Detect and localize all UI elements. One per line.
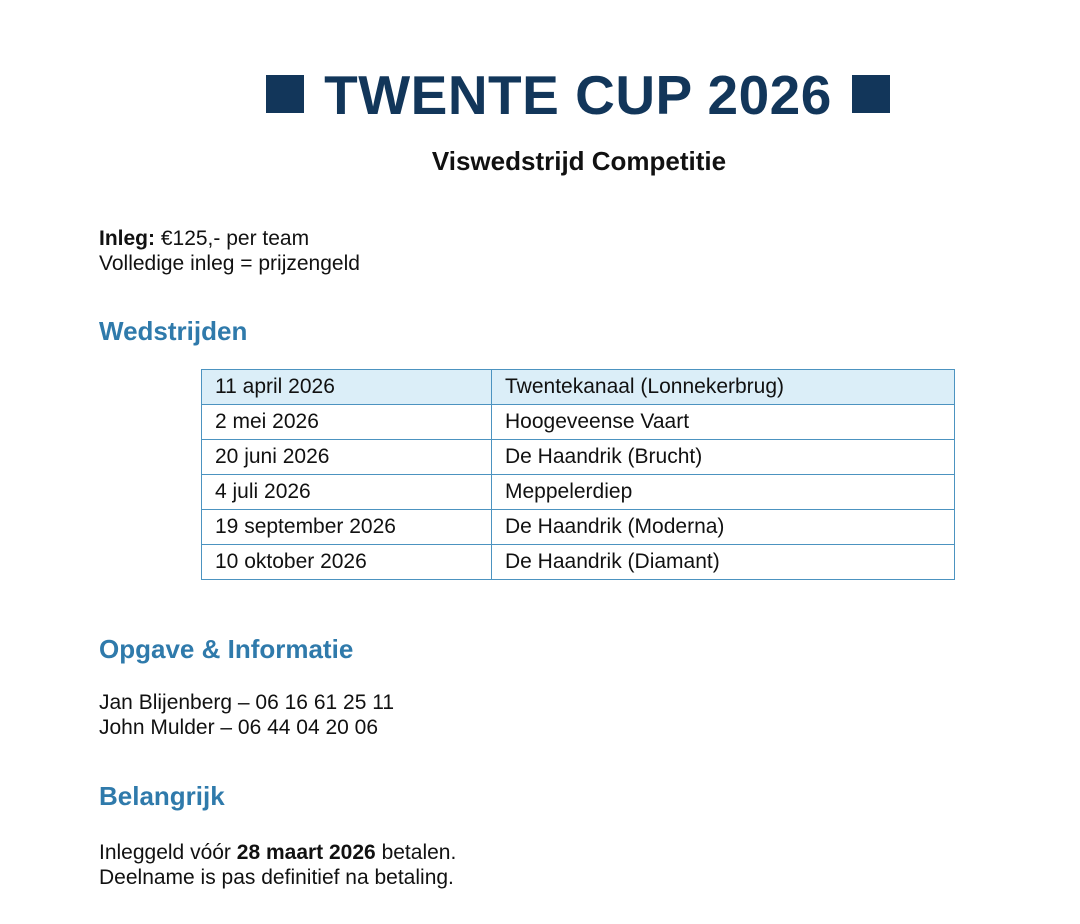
match-date: 10 oktober 2026	[202, 545, 492, 580]
participation-note: Deelname is pas definitief na betaling.	[99, 866, 454, 889]
table-row	[202, 545, 955, 580]
match-date: 11 april 2026	[202, 370, 492, 405]
wedstrijden-heading: Wedstrijden	[99, 316, 248, 346]
match-location: De Haandrik (Moderna)	[492, 510, 955, 545]
match-location: Hoogeveense Vaart	[492, 405, 955, 440]
inleg-line	[99, 226, 360, 251]
square-bullet-icon	[266, 75, 304, 113]
opgave-heading: Opgave & Informatie	[99, 634, 354, 664]
match-location: De Haandrik (Diamant)	[492, 545, 955, 580]
inleg-section	[99, 226, 360, 276]
table-row	[202, 440, 955, 475]
inleg-label: Inleg:	[99, 227, 155, 250]
contact-line: Jan Blijenberg – 06 16 61 25 11	[99, 691, 395, 714]
payment-deadline-line	[99, 840, 456, 865]
match-date: 19 september 2026	[202, 510, 492, 545]
square-bullet-icon	[852, 75, 890, 113]
belangrijk-heading: Belangrijk	[99, 781, 225, 811]
match-date: 2 mei 2026	[202, 405, 492, 440]
page-title	[0, 62, 1080, 128]
contacts-section	[99, 690, 394, 740]
match-location: De Haandrik (Brucht)	[492, 440, 955, 475]
contact-line: John Mulder – 06 44 04 20 06	[99, 716, 379, 739]
match-date: 4 juli 2026	[202, 475, 492, 510]
deadline-date: 28 maart 2026	[236, 841, 376, 864]
table-row	[202, 370, 955, 405]
inleg-note: Volledige inleg = prijzengeld	[99, 252, 360, 275]
inleg-value: €125,- per team	[160, 227, 310, 250]
table-row	[202, 475, 955, 510]
match-location: Twentekanaal (Lonnekerbrug)	[492, 370, 955, 405]
table-row	[202, 405, 955, 440]
belangrijk-section	[99, 840, 456, 890]
schedule-table	[201, 369, 955, 580]
deadline-suffix: betalen.	[381, 841, 457, 864]
table-row	[202, 510, 955, 545]
deadline-prefix: Inleggeld vóór	[99, 841, 231, 864]
match-location: Meppelerdiep	[492, 475, 955, 510]
match-date: 20 juni 2026	[202, 440, 492, 475]
page-subtitle: Viswedstrijd Competitie	[431, 146, 727, 176]
title-text: TWENTE CUP 2026	[324, 64, 832, 126]
